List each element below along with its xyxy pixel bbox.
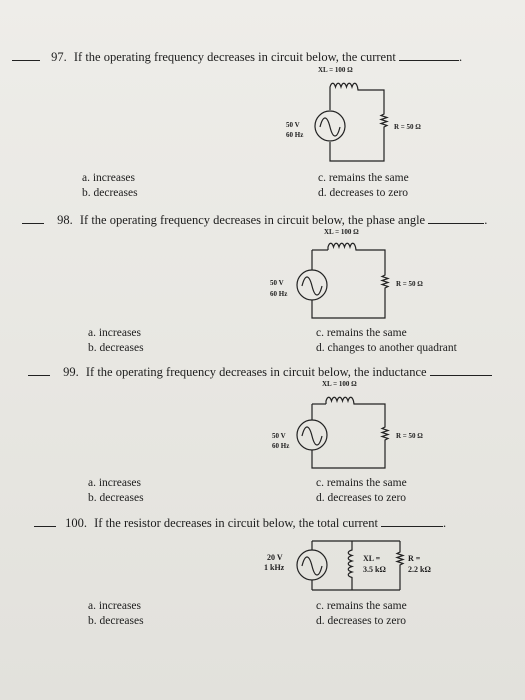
- option-c[interactable]: c. remains the same: [318, 172, 409, 184]
- option-a[interactable]: a. increases: [88, 327, 141, 339]
- question-text: If the operating frequency decreases in circuit below, the inductance: [85, 365, 427, 379]
- option-c[interactable]: c. remains the same: [316, 600, 407, 612]
- source-voltage-label: 20 V: [267, 553, 283, 562]
- option-d[interactable]: d. decreases to zero: [318, 187, 409, 199]
- inductive-reactance-label: XL = 100 Ω: [322, 380, 357, 388]
- inductive-reactance-label: XL = 100 Ω: [318, 66, 353, 74]
- option-d[interactable]: d. changes to another quadrant: [316, 342, 457, 354]
- source-voltage-label: 50 V: [270, 279, 284, 287]
- question-text: If the resistor decreases in circuit below, the total current: [94, 516, 378, 530]
- question-97: 97. If the operating frequency decreases in circuit below, the current .: [12, 50, 462, 65]
- question-number: 99.: [63, 365, 79, 379]
- question-text: If the operating frequency decreases in circuit below, the current: [73, 50, 396, 64]
- option-b[interactable]: b. decreases: [88, 492, 144, 504]
- option-c[interactable]: c. remains the same: [316, 327, 407, 339]
- source-frequency-label: 60 Hz: [272, 442, 290, 450]
- option-b[interactable]: b. decreases: [88, 342, 144, 354]
- source-voltage-label: 50 V: [272, 432, 286, 440]
- option-d[interactable]: d. decreases to zero: [316, 492, 407, 504]
- question-98: 98. If the operating frequency decreases in circuit below, the phase angle .: [22, 213, 487, 228]
- option-b[interactable]: b. decreases: [82, 187, 138, 199]
- resistance-value: 2.2 kΩ: [408, 565, 431, 574]
- option-a[interactable]: a. increases: [88, 600, 141, 612]
- question-number: 100.: [65, 516, 87, 530]
- inductive-reactance-label: XL = 100 Ω: [324, 228, 359, 236]
- source-frequency-label: 60 Hz: [270, 290, 288, 298]
- resistance-label: R = 50 Ω: [396, 280, 423, 288]
- option-a[interactable]: a. increases: [88, 477, 141, 489]
- resistance-label: R = 50 Ω: [396, 432, 423, 440]
- resistance-label: R =: [408, 554, 421, 563]
- question-number: 97.: [51, 50, 67, 64]
- option-d[interactable]: d. decreases to zero: [316, 615, 407, 627]
- question-text: If the operating frequency decreases in circuit below, the phase angle: [79, 213, 426, 227]
- inductive-reactance-value: 3.5 kΩ: [363, 565, 386, 574]
- question-100: 100. If the resistor decreases in circuit below, the total current .: [34, 516, 446, 531]
- option-b[interactable]: b. decreases: [88, 615, 144, 627]
- option-a[interactable]: a. increases: [82, 172, 135, 184]
- question-number: 98.: [57, 213, 73, 227]
- option-c[interactable]: c. remains the same: [316, 477, 407, 489]
- source-voltage-label: 50 V: [286, 121, 300, 129]
- resistance-label: R = 50 Ω: [394, 123, 421, 131]
- inductive-reactance-label: XL =: [363, 554, 381, 563]
- source-frequency-label: 1 kHz: [264, 563, 285, 572]
- source-frequency-label: 60 Hz: [286, 131, 304, 139]
